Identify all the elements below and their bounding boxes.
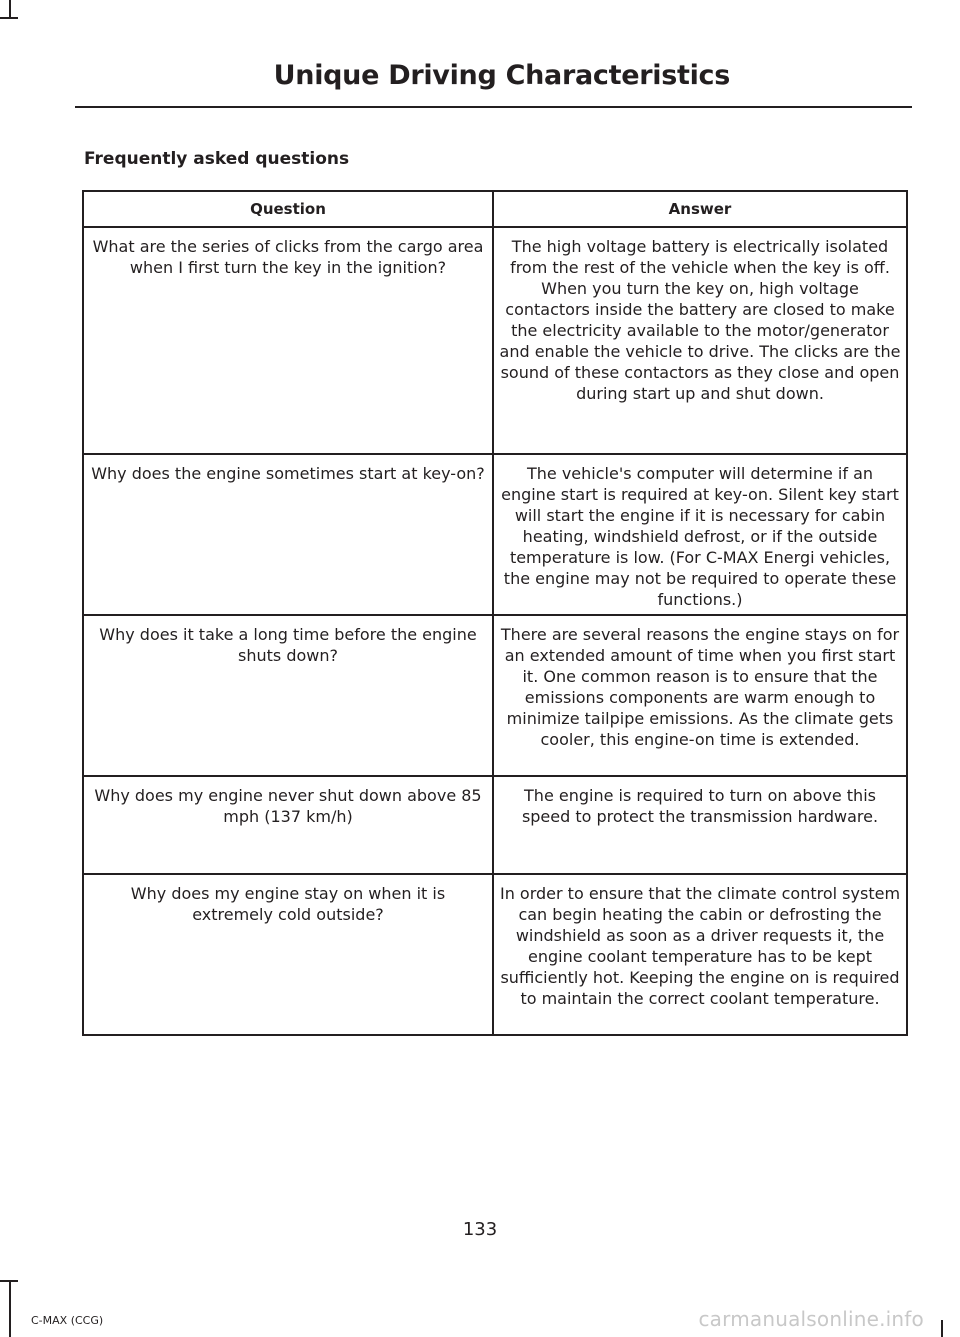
- answer-cell: There are several reasons the engine stays on for an extended amount of time when you first start it. One common reason is to ensure that the emissions components are warm enough to minimize tailpipe emissions. As the climate gets cooler, this engine-on time is extended.: [493, 615, 907, 776]
- table-row: [83, 776, 907, 874]
- table-row: [83, 227, 907, 454]
- question-cell: Why does my engine stay on when it is extremely cold outside?: [83, 874, 493, 1035]
- watermark: carmanualsonline.info: [698, 1307, 924, 1331]
- faq-table: [82, 190, 908, 1036]
- crop-mark: [0, 1280, 18, 1282]
- header-divider: [75, 106, 912, 108]
- crop-mark: [9, 0, 11, 18]
- question-cell: Why does it take a long time before the engine shuts down?: [83, 615, 493, 776]
- table-row: [83, 454, 907, 615]
- answer-cell: The vehicle's computer will determine if an engine start is required at key-on. Silent key start will start the engine if it is necessary for cabin heating, windshield defrost, or if the outside temperature is low. (For C-MAX Energi vehicles, the engine may not be required to operate these functions.): [493, 454, 907, 615]
- page-number: 133: [462, 1219, 498, 1240]
- answer-cell: The engine is required to turn on above this speed to protect the transmission hardware.: [493, 776, 907, 874]
- model-code: C-MAX (CCG): [31, 1314, 104, 1327]
- question-cell: What are the series of clicks from the cargo area when I first turn the key in the ignition?: [83, 227, 493, 454]
- crop-mark: [941, 1320, 943, 1337]
- section-title: Frequently asked questions: [84, 149, 350, 169]
- table-row: [83, 874, 907, 1035]
- answer-cell: The high voltage battery is electrically isolated from the rest of the vehicle when the key is off. When you turn the key on, high voltage contactors inside the battery are closed to make the electricity available to the motor/generator and enable the vehicle to drive. The clicks are the sound of these contactors as they close and open during start up and shut down.: [493, 227, 907, 454]
- crop-mark: [0, 17, 18, 19]
- answer-cell: In order to ensure that the climate control system can begin heating the cabin or defrosting the windshield as soon as a driver requests it, the engine coolant temperature has to be kept sufficiently hot. Keeping the engine on is required to maintain the correct coolant temperature.: [493, 874, 907, 1035]
- page-title: Unique Driving Characteristics: [273, 60, 730, 91]
- question-cell: Why does the engine sometimes start at key-on?: [83, 454, 493, 615]
- question-cell: Why does my engine never shut down above 85 mph (137 km/h): [83, 776, 493, 874]
- column-header-answer: Answer: [493, 191, 907, 227]
- table-header-row: [83, 191, 907, 227]
- column-header-question: Question: [83, 191, 493, 227]
- table-row: [83, 615, 907, 776]
- crop-mark: [9, 1280, 11, 1337]
